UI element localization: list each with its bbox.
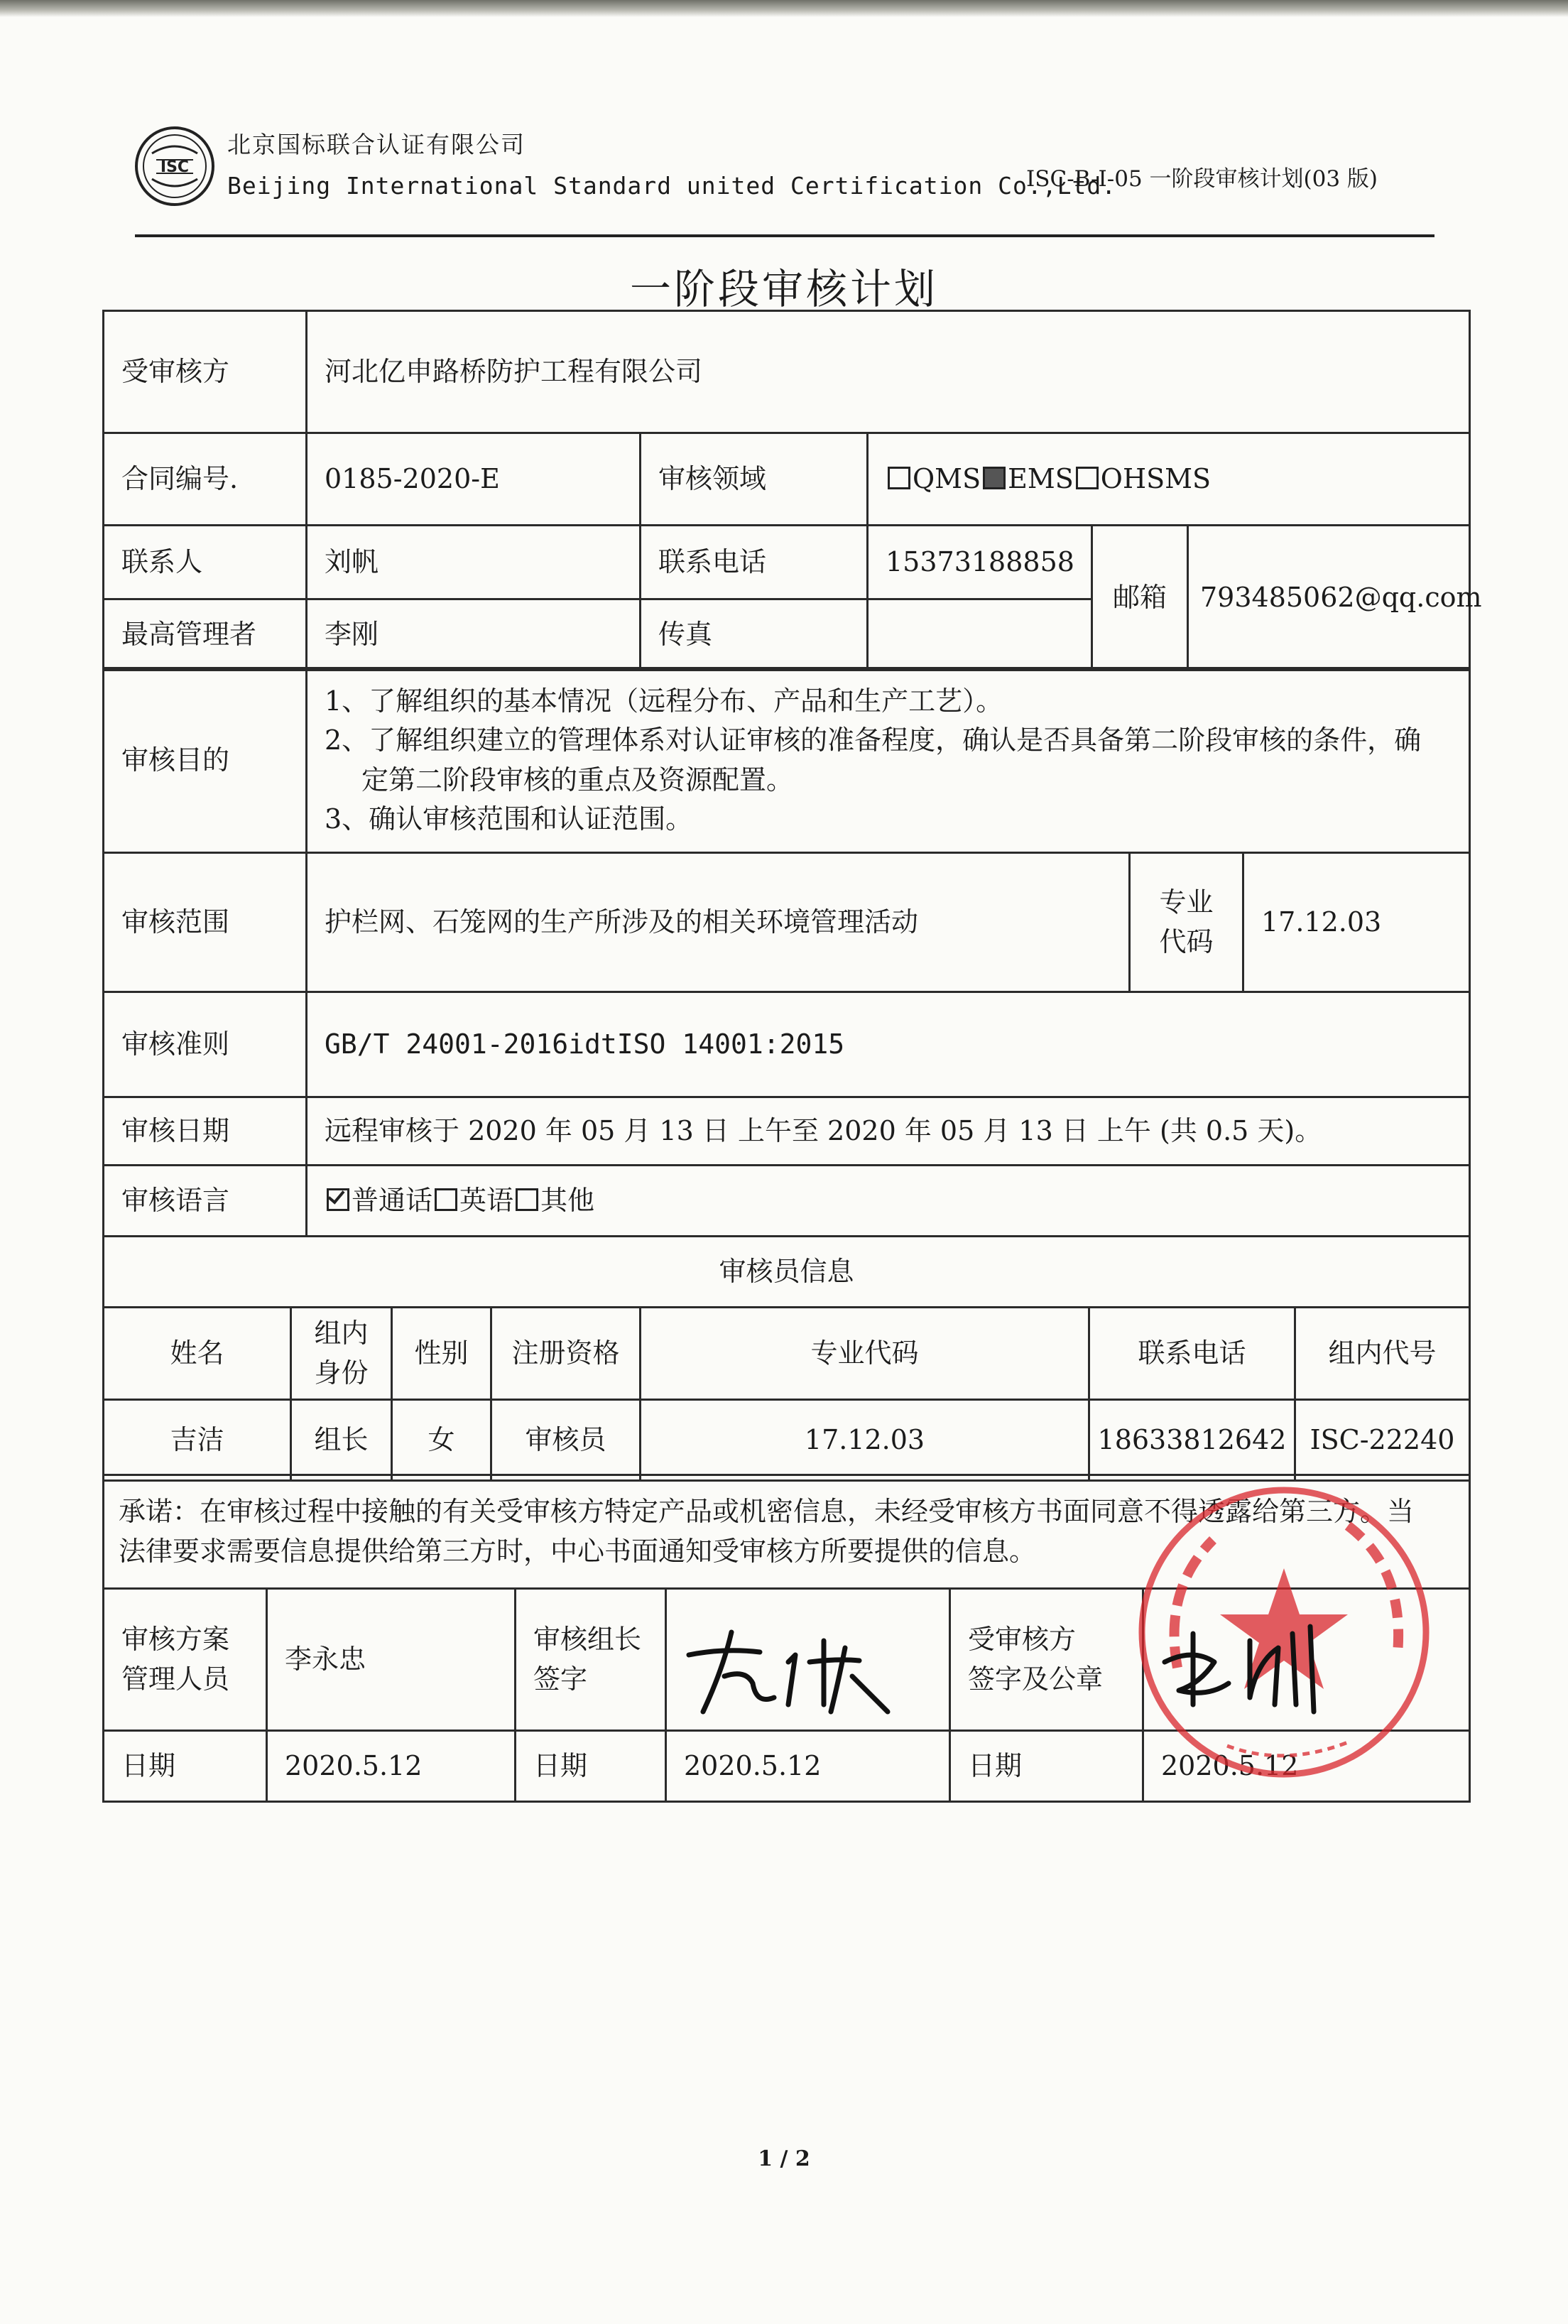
auditor-id: ISC-22240 (1295, 1400, 1470, 1481)
signature-table (102, 1474, 1471, 1803)
col-role (291, 1308, 392, 1400)
email-label: 邮箱 (1092, 526, 1188, 670)
plan-manager-label-2: 管理人员 (121, 1663, 230, 1695)
date-label: 审核日期 (104, 1097, 307, 1166)
auditor-section-title: 审核员信息 (104, 1237, 1470, 1308)
phone-label: 联系电话 (641, 526, 868, 599)
auditor-role: 组长 (291, 1400, 392, 1481)
date-label-3: 日期 (950, 1731, 1143, 1802)
col-gender: 性别 (392, 1308, 491, 1400)
svg-text:ISC: ISC (160, 158, 190, 176)
table-row (104, 1400, 1470, 1481)
scan-edge (0, 0, 1568, 17)
auditor-gender: 女 (392, 1400, 491, 1481)
english-checkbox (435, 1188, 457, 1211)
leader-sign-label-1: 审核组长 (533, 1624, 642, 1656)
contract-value: 0185-2020-E (307, 433, 641, 526)
auditor-phone: 18633812642 (1089, 1400, 1295, 1481)
leader-signature-cell (666, 1589, 950, 1731)
contract-label: 合同编号. (104, 433, 307, 526)
col-id: 组内代号 (1295, 1308, 1470, 1400)
auditee-label: 受审核方 (104, 311, 307, 433)
col-qual: 注册资格 (491, 1308, 641, 1400)
phone-value: 15373188858 (868, 526, 1092, 599)
scope-code-label (1130, 853, 1243, 992)
audit-table (102, 667, 1471, 1237)
purpose-label: 审核目的 (104, 668, 307, 853)
scope-text: 护栏网、石笼网的生产所涉及的相关环境管理活动 (307, 853, 1130, 992)
mandarin-label: 普通话 (352, 1184, 433, 1216)
auditee-sign-label-1: 受审核方 (968, 1624, 1077, 1656)
auditee-signature-cell (1143, 1589, 1470, 1731)
auditor-name: 吉洁 (104, 1400, 291, 1481)
purpose-line-2a: 2、了解组织建立的管理体系对认证审核的准备程度，确认是否具备第二阶段审核的条件，确 (325, 724, 1422, 756)
email-value: 793485062@qq.com (1188, 526, 1470, 670)
col-name: 姓名 (104, 1308, 291, 1400)
contact-label: 联系人 (104, 526, 307, 599)
commitment-line-1: 承诺：在审核过程中接触的有关受审核方特定产品或机密信息，未经受审核方书面同意不得透露给第三方。当 (119, 1496, 1415, 1528)
purpose-line-2b: 定第二阶段审核的重点及资源配置。 (361, 764, 794, 796)
date-text: 远程审核于 2020 年 05 月 13 日 上午至 2020 年 05 月 13 日 上午 (共 0.5 天)。 (307, 1097, 1470, 1166)
qms-checkbox (888, 467, 910, 489)
qms-label: QMS (913, 462, 981, 494)
scope-code-label-2: 代码 (1159, 925, 1214, 957)
fax-label: 传真 (641, 599, 868, 670)
scope-code-value: 17.12.03 (1243, 853, 1470, 992)
plan-manager-name: 李永忠 (267, 1589, 516, 1731)
col-phone: 联系电话 (1089, 1308, 1295, 1400)
col-role-1: 组内 (314, 1318, 369, 1350)
company-name-cn: 北京国标联合认证有限公司 (227, 131, 526, 158)
auditor-table (102, 1235, 1471, 1482)
date-value-1: 2020.5.12 (267, 1731, 516, 1802)
auditee-value: 河北亿申路桥防护工程有限公司 (307, 311, 1470, 433)
purpose-text (307, 668, 1470, 853)
ohsms-label: OHSMS (1100, 462, 1212, 494)
plan-manager-label (104, 1589, 267, 1731)
ohsms-checkbox (1076, 467, 1099, 489)
auditor-code: 17.12.03 (641, 1400, 1089, 1481)
purpose-line-3: 3、确认审核范围和认证范围。 (325, 803, 693, 835)
col-code: 专业代码 (641, 1308, 1089, 1400)
manager-label: 最高管理者 (104, 599, 307, 670)
scope-label: 审核范围 (104, 853, 307, 992)
ems-checkbox (983, 467, 1006, 489)
manager-value: 李刚 (307, 599, 641, 670)
contact-value: 刘帆 (307, 526, 641, 599)
purpose-line-1: 1、了解组织的基本情况（远程分布、产品和生产工艺）。 (325, 685, 1003, 717)
english-label: 英语 (459, 1184, 514, 1216)
col-role-2: 身份 (314, 1357, 369, 1389)
auditee-sign-label (950, 1589, 1143, 1731)
auditor-qual: 审核员 (491, 1400, 641, 1481)
audit-field (868, 433, 1470, 526)
other-label: 其他 (540, 1184, 595, 1216)
leader-sign-label-2: 签字 (533, 1663, 588, 1695)
mandarin-checkbox (327, 1188, 349, 1211)
date-label-1: 日期 (104, 1731, 267, 1802)
page-title: 一阶段审核计划 (629, 265, 938, 313)
language-options (307, 1166, 1470, 1237)
language-label: 审核语言 (104, 1166, 307, 1237)
header-divider (135, 234, 1434, 237)
form-code: ISC-B-I-05 一阶段审核计划(03 版) (1026, 166, 1378, 192)
commitment-text (104, 1475, 1470, 1589)
other-checkbox (516, 1188, 538, 1211)
info-table (102, 310, 1482, 671)
commitment-line-2: 法律要求需要信息提供给第三方时，中心书面通知受审核方所要提供的信息。 (119, 1535, 1037, 1567)
company-name-en: Beijing International Standard united Certification Co.,Ltd. (227, 172, 1117, 200)
company-logo (132, 121, 217, 212)
plan-manager-label-1: 审核方案 (121, 1624, 230, 1656)
date-value-2: 2020.5.12 (666, 1731, 950, 1802)
leader-sign-label (516, 1589, 666, 1731)
scope-code-label-1: 专业 (1159, 886, 1214, 918)
auditee-sign-label-2: 签字及公章 (968, 1663, 1104, 1695)
date-value-3: 2020.5.12 (1143, 1731, 1470, 1802)
ems-label: EMS (1008, 462, 1074, 494)
page-number: 1 / 2 (758, 2146, 810, 2171)
fax-value (868, 599, 1092, 670)
criteria-label: 审核准则 (104, 992, 307, 1097)
field-label: 审核领域 (641, 433, 868, 526)
criteria-text: GB/T 24001-2016idtISO 14001:2015 (307, 992, 1470, 1097)
date-label-2: 日期 (516, 1731, 666, 1802)
